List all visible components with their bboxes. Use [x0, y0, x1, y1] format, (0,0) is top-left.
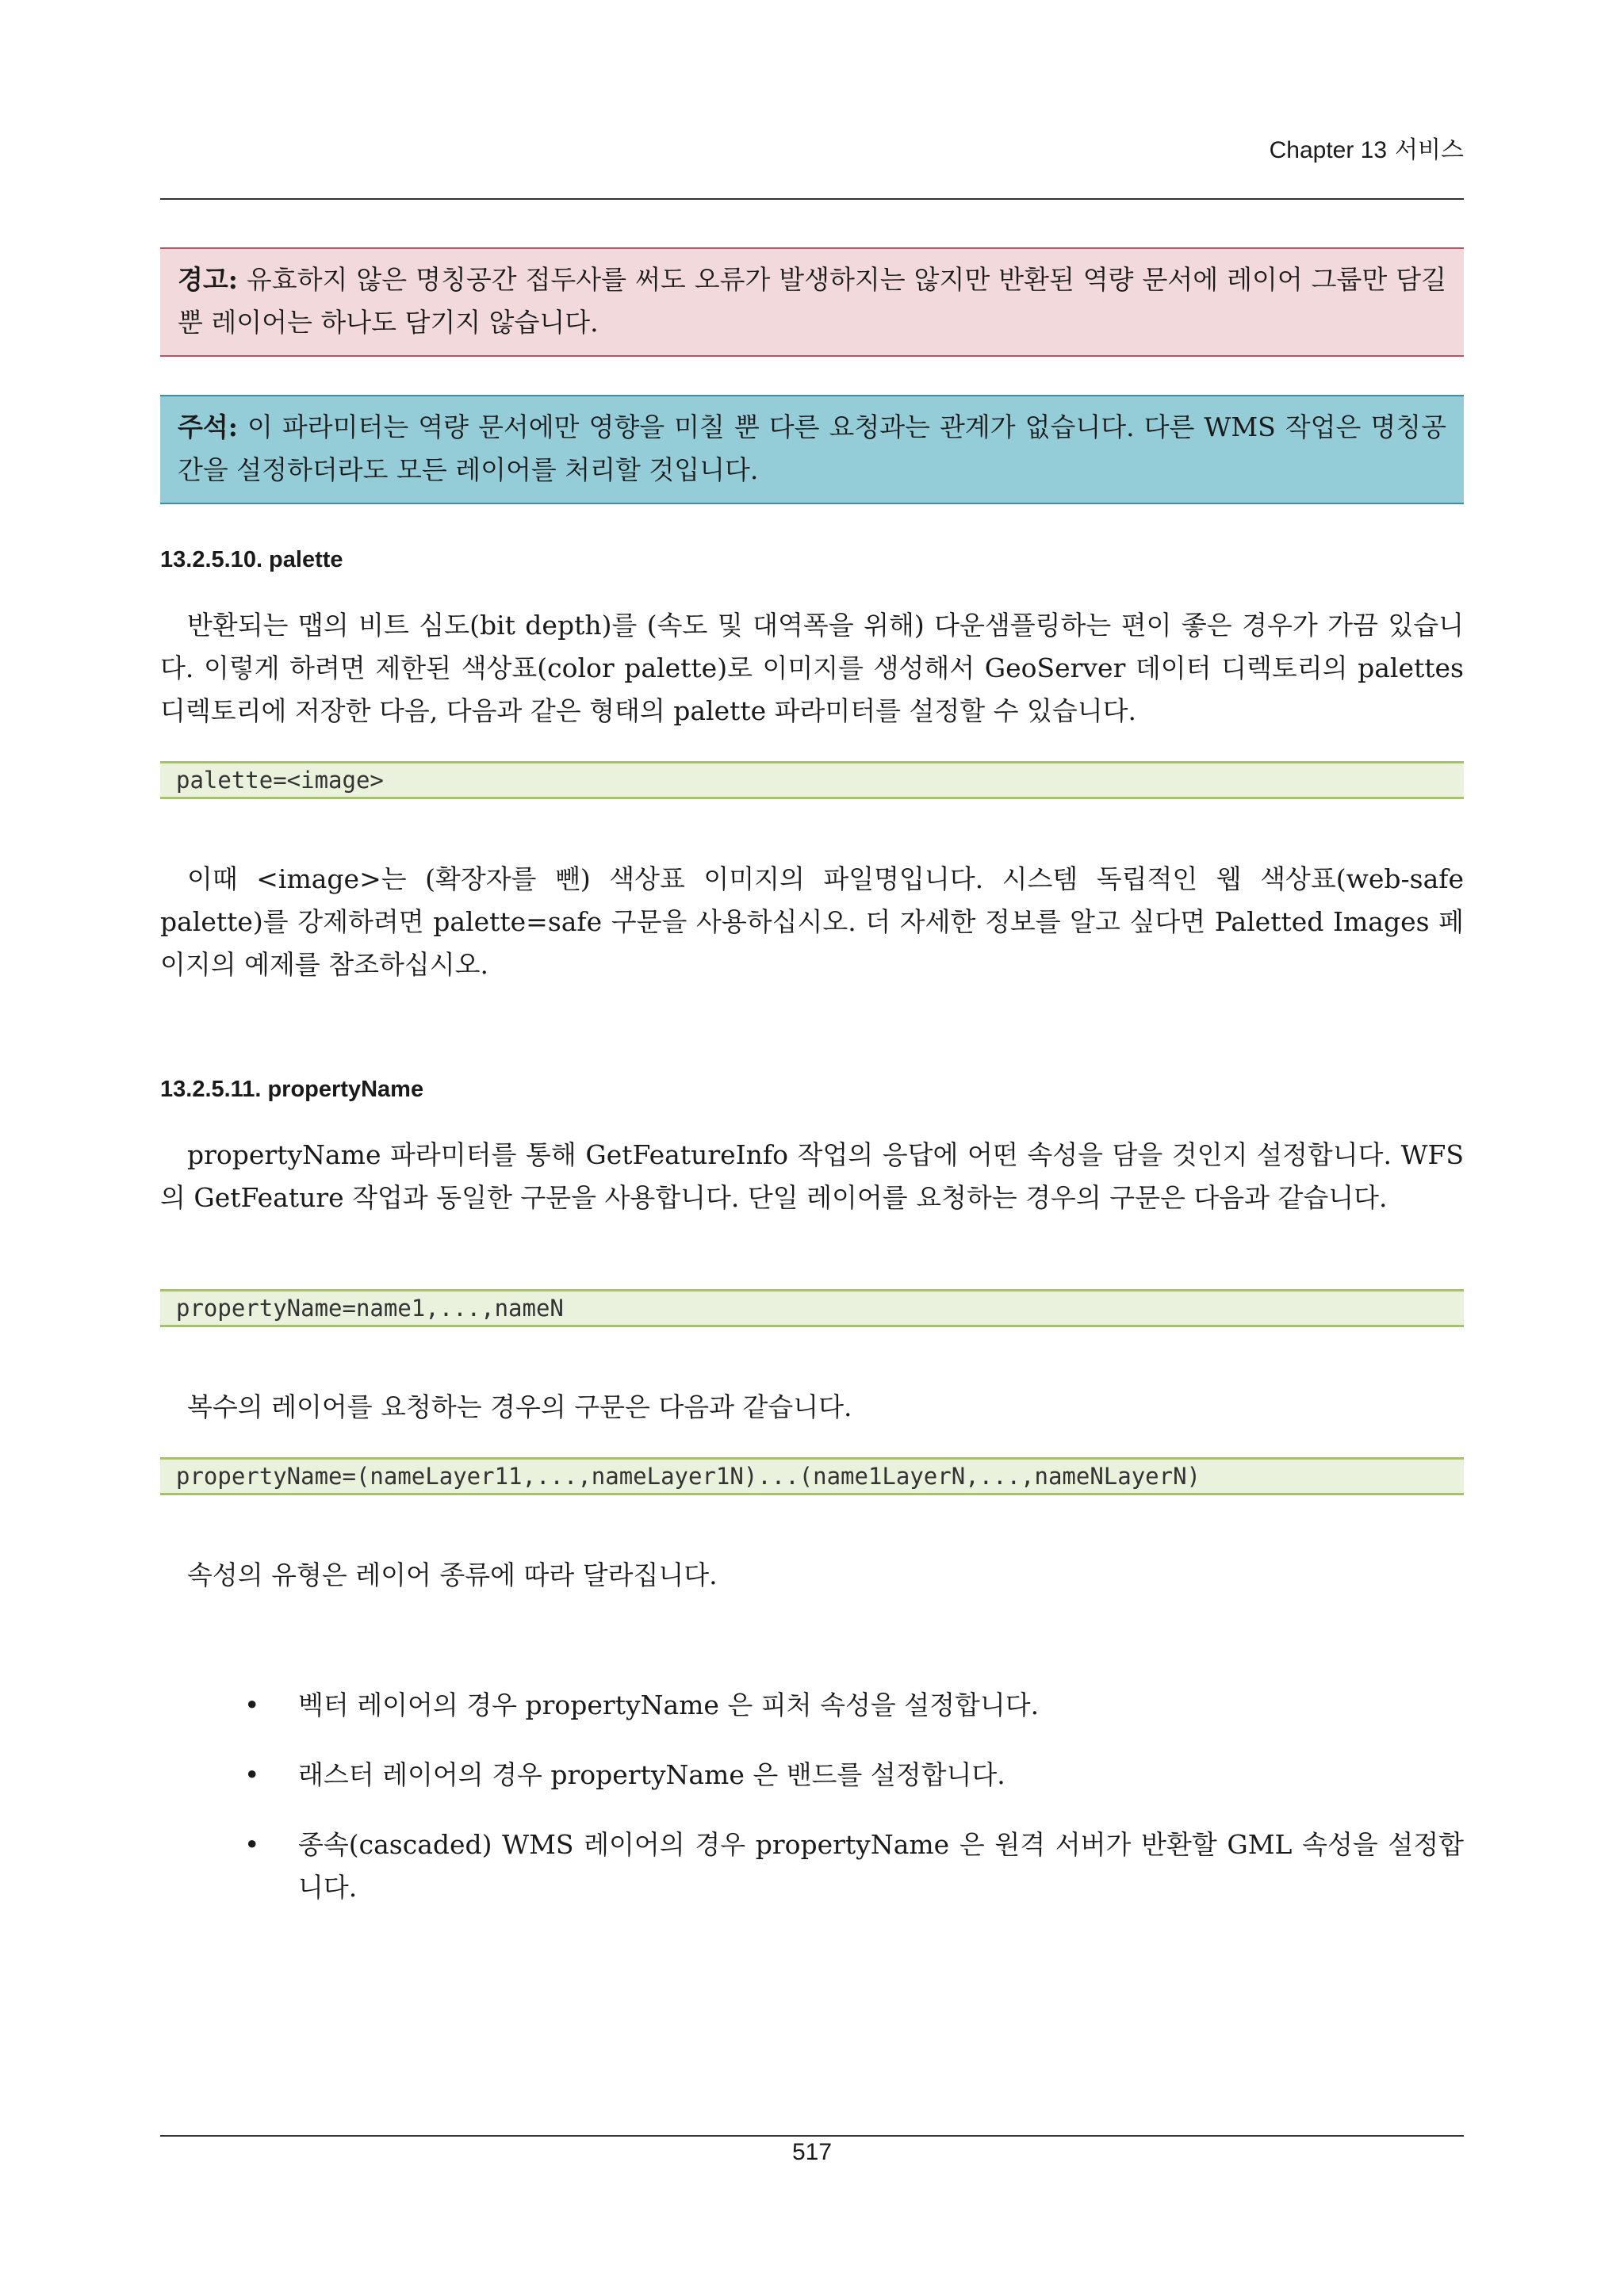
palette-code-block: palette=<image> [160, 761, 1464, 799]
list-item: • 래스터 레이어의 경우 propertyName 은 밴드를 설정합니다. [238, 1754, 1464, 1797]
palette-paragraph-1: 반환되는 맵의 비트 심도(bit depth)를 (속도 및 대역폭을 위해) 다운샘플링하는 편이 좋은 경우가 가끔 있습니다. 이렇게 하려면 제한된 색상표(color palette)로 이미지를 생성해서 GeoServer 데이터 디렉토리의 palettes 디렉토리에 저장한 다음, 다음과 같은 형태의 palette 파라미터를 설정할 수 있습니다. [160, 610, 1464, 726]
propertyname-paragraph-2: 복수의 레이어를 요청하는 경우의 구문은 다음과 같습니다. [187, 1391, 852, 1422]
propertyname-paragraph-3: 속성의 유형은 레이어 종류에 따라 달라집니다. [187, 1559, 718, 1590]
bullet-icon: • [244, 1689, 260, 1720]
bullet-icon: • [244, 1759, 260, 1790]
palette-paragraph-2: 이때 <image>는 (확장자를 뺀) 색상표 이미지의 파일명입니다. 시스템 독립적인 웹 색상표(web-safe palette)를 강제하려면 palette=safe 구문을 사용하십시오. 더 자세한 정보를 알고 싶다면 Paletted Images 페이지의 예제를 참조하십시오. [160, 863, 1464, 980]
warning-box [160, 247, 1464, 357]
list-item: • 종속(cascaded) WMS 레이어의 경우 propertyName 은 원격 서버가 반환할 GML 속성을 설정합니다. [238, 1823, 1464, 1909]
note-label: 주석: [178, 411, 238, 442]
chapter-label: Chapter 13 [1269, 137, 1388, 163]
note-box [160, 395, 1464, 504]
section-title-propertyname: 13.2.5.11. propertyName [160, 1077, 424, 1102]
header-rule [160, 198, 1464, 200]
propertyname-code-multi: propertyName=(nameLayer11,...,nameLayer1N)...(name1LayerN,...,nameNLayerN) [160, 1457, 1464, 1495]
page-number: 517 [791, 2139, 833, 2165]
property-type-list [238, 1684, 1464, 1936]
section-title-palette: 13.2.5.10. palette [160, 547, 343, 572]
chapter-title: 서비스 [1395, 136, 1464, 164]
note-text: 이 파라미터는 역량 문서에만 영향을 미칠 뿐 다른 요청과는 관계가 없습니다. 다른 WMS 작업은 명칭공간을 설정하더라도 모든 레이어를 처리할 것입니다. [178, 411, 1446, 485]
warning-label: 경고: [178, 264, 238, 295]
footer-rule [160, 2135, 1464, 2137]
propertyname-paragraph-1: propertyName 파라미터를 통해 GetFeatureInfo 작업의 응답에 어떤 속성을 담을 것인지 설정합니다. WFS 의 GetFeature 작업과 동일한 구문을 사용합니다. 단일 레이어를 요청하는 경우의 구문은 다음과 같습니다. [160, 1139, 1464, 1213]
bullet-icon: • [244, 1829, 260, 1860]
warning-text: 유효하지 않은 명칭공간 접두사를 써도 오류가 발생하지는 않지만 반환된 역량 문서에 레이어 그룹만 담길 뿐 레이어는 하나도 담기지 않습니다. [178, 264, 1446, 338]
running-header [1270, 130, 1464, 165]
list-item: • 벡터 레이어의 경우 propertyName 은 피처 속성을 설정합니다. [238, 1684, 1464, 1727]
propertyname-code-single: propertyName=name1,...,nameN [160, 1289, 1464, 1327]
